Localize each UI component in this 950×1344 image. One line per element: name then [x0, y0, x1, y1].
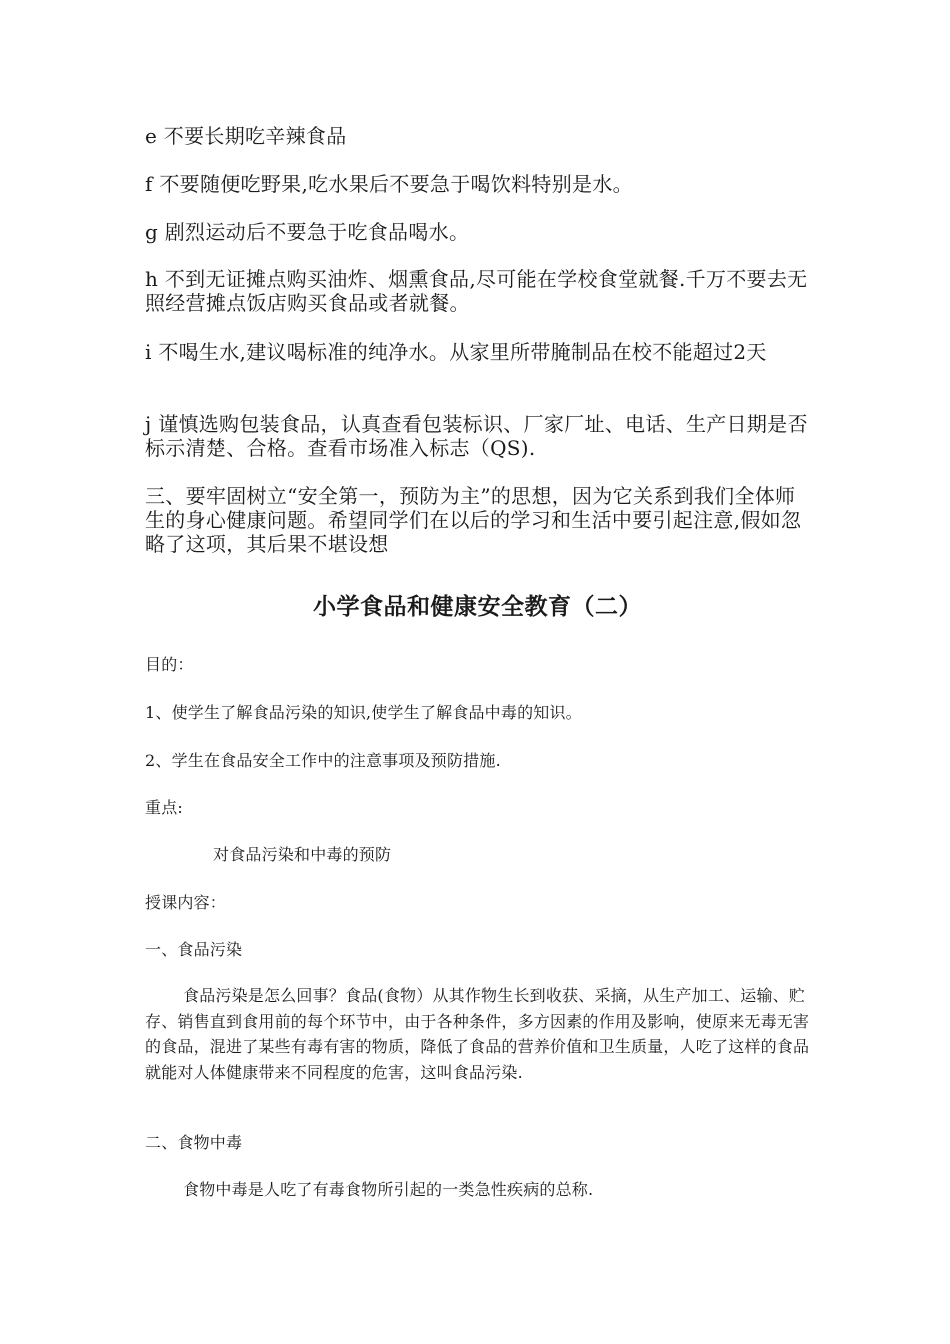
- purpose-item-2: 2、学生在食品安全工作中的注意事项及预防措施.: [145, 751, 501, 770]
- section-1-heading: 一、食品污染: [145, 940, 243, 959]
- section-1-body: 食品污染是怎么回事？食品(食物）从其作物生长到收获、采摘，从生产加工、运输、贮存、销售直到食用前的每个环节中，由于各种条件，多方因素的作用及影响，使原来无毒无害的食品，混进了某些有毒有害的物质，降低了食品的营养价值和卫生质量，人吃了这样的食品就能对人体健康带来不同程度的危害，这叫食品污染.: [145, 986, 810, 1082]
- key-label: 重点:: [145, 798, 183, 817]
- purpose-label: 目的：: [145, 655, 194, 674]
- paragraph-item-j: j 谨慎选购包装食品，认真查看包装标识、厂家厂址、电话、生产日期是否标示清楚、合格。查看市场准入标志（QS).: [145, 412, 808, 460]
- purpose-item-1: 1、使学生了解食品污染的知识,使学生了解食品中毒的知识。: [145, 703, 582, 722]
- paragraph-item-f: f 不要随便吃野果,吃水果后不要急于喝饮料特别是水。: [145, 172, 633, 196]
- content-label: 授课内容：: [145, 893, 227, 912]
- document-title: 小学食品和健康安全教育（二）: [313, 594, 642, 620]
- paragraph-section-3: 三、要牢固树立“安全第一，预防为主”的思想，因为它关系到我们全体师生的身心健康问题。希望同学们在以后的学习和生活中要引起注意,假如忽略了这项，其后果不堪设想: [145, 484, 802, 556]
- paragraph-item-h: h 不到无证摊点购买油炸、烟熏食品,尽可能在学校食堂就餐.千万不要去无照经营摊点饭店购买食品或者就餐。: [145, 267, 808, 315]
- section-2-heading: 二、食物中毒: [145, 1133, 243, 1152]
- paragraph-item-g: g 剧烈运动后不要急于吃食品喝水。: [145, 220, 470, 244]
- section-2-body: 食物中毒是人吃了有毒食物所引起的一类急性疾病的总称.: [183, 1180, 594, 1199]
- paragraph-item-e: e 不要长期吃辛辣食品: [145, 124, 347, 148]
- paragraph-item-i: i 不喝生水,建议喝标准的纯净水。从家里所带腌制品在校不能超过2天: [145, 340, 767, 364]
- key-point: 对食品污染和中毒的预防: [213, 845, 392, 864]
